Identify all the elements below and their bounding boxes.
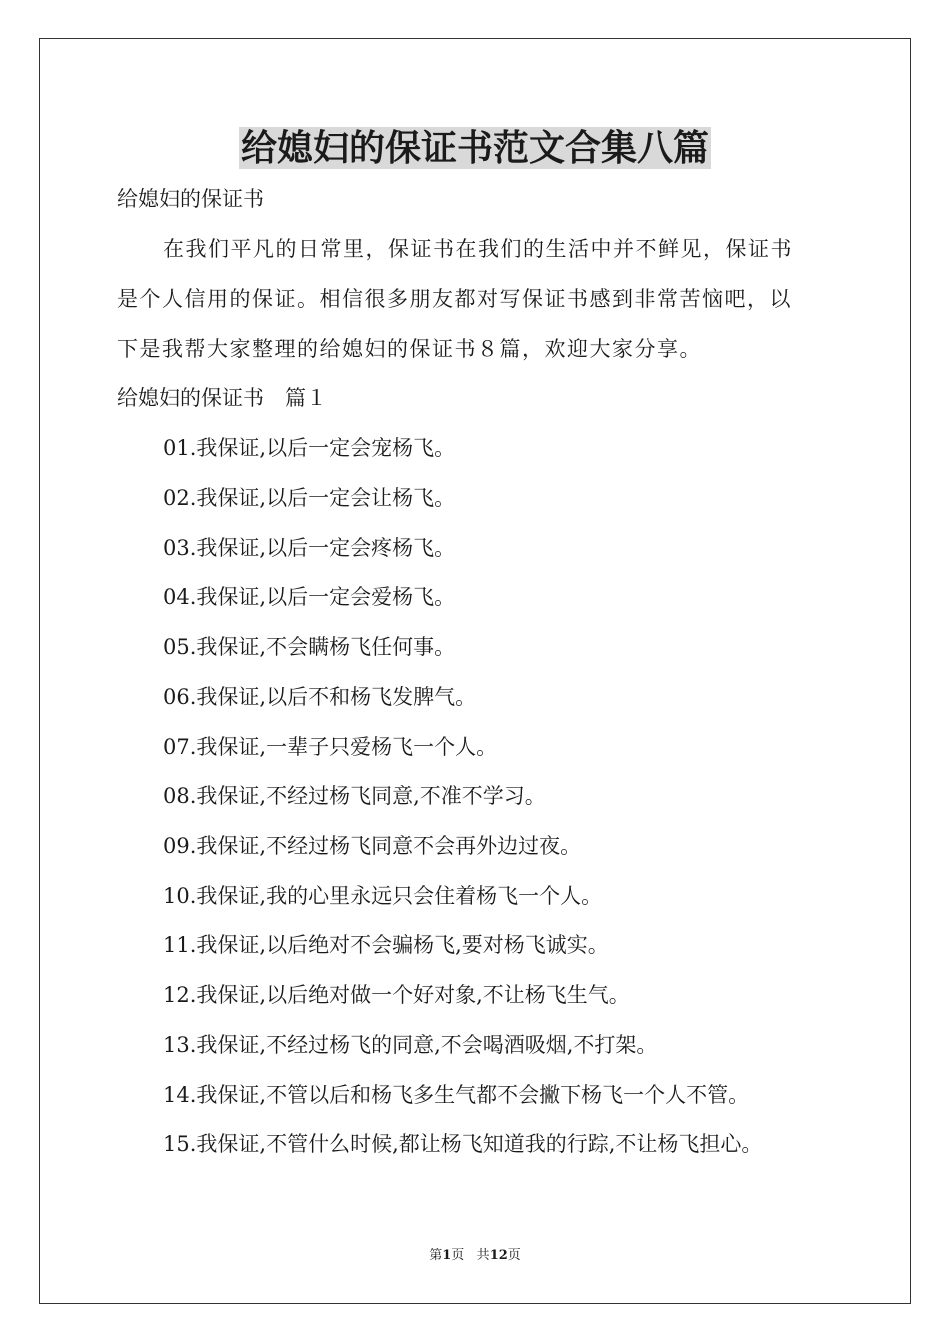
current-page-number: 1 — [442, 1248, 452, 1263]
list-item: 10.我保证,我的心里永远只会住着杨飞一个人。 — [163, 884, 603, 908]
list-item: 06.我保证,以后不和杨飞发脾气。 — [163, 685, 477, 709]
list-item: 08.我保证,不经过杨飞同意,不准不学习。 — [163, 784, 546, 808]
list-item: 05.我保证,不会瞒杨飞任何事。 — [163, 635, 456, 659]
list-item: 09.我保证,不经过杨飞同意不会再外边过夜。 — [163, 834, 582, 858]
page-unit: 页 — [451, 1248, 465, 1263]
page-prefix: 第 — [429, 1248, 443, 1263]
total-prefix: 共 — [476, 1248, 490, 1263]
intro-line-3: 下是我帮大家整理的给媳妇的保证书８篇，欢迎大家分享。 — [117, 337, 702, 361]
total-page-count: 12 — [489, 1248, 508, 1263]
list-item: 01.我保证,以后一定会宠杨飞。 — [163, 436, 456, 460]
list-item: 14.我保证,不管以后和杨飞多生气都不会撇下杨飞一个人不管。 — [163, 1083, 750, 1107]
page-footer — [0, 1247, 950, 1265]
list-item: 03.我保证,以后一定会疼杨飞。 — [163, 536, 456, 560]
list-item: 11.我保证,以后绝对不会骗杨飞,要对杨飞诚实。 — [163, 933, 609, 957]
document-subtitle: 给媳妇的保证书 — [117, 187, 264, 211]
document-title — [0, 124, 950, 172]
list-item: 04.我保证,以后一定会爱杨飞。 — [163, 585, 456, 609]
list-item: 07.我保证,一辈子只爱杨飞一个人。 — [163, 735, 498, 759]
list-item: 12.我保证,以后绝对做一个好对象,不让杨飞生气。 — [163, 983, 630, 1007]
list-item: 13.我保证,不经过杨飞的同意,不会喝酒吸烟,不打架。 — [163, 1033, 658, 1057]
document-title-text: 给媳妇的保证书范文合集八篇 — [240, 127, 709, 169]
intro-line-2: 是个人信用的保证。相信很多朋友都对写保证书感到非常苦恼吧，以 — [117, 287, 792, 311]
total-unit: 页 — [507, 1248, 521, 1263]
intro-line-1: 在我们平凡的日常里，保证书在我们的生活中并不鲜见，保证书 — [163, 237, 793, 261]
list-item: 02.我保证,以后一定会让杨飞。 — [163, 486, 456, 510]
list-item: 15.我保证,不管什么时候,都让杨飞知道我的行踪,不让杨飞担心。 — [163, 1132, 763, 1156]
section-heading: 给媳妇的保证书 篇１ — [117, 386, 327, 410]
page-border — [39, 38, 911, 1304]
